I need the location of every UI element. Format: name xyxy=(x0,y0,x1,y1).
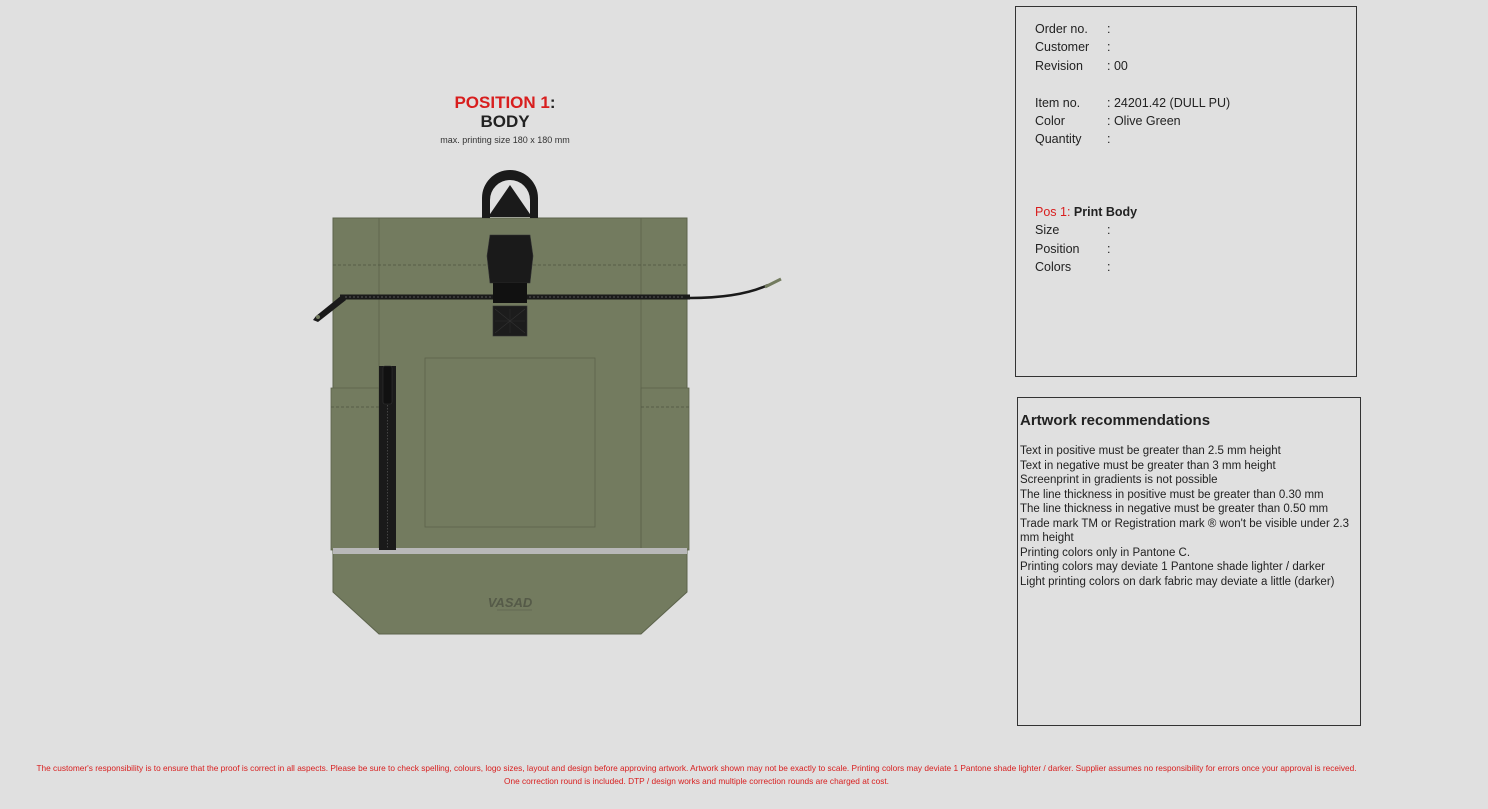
size-label: Size xyxy=(1035,223,1060,237)
order-no-value: : xyxy=(1107,22,1111,36)
side-pocket-left xyxy=(331,388,379,550)
size-value: : xyxy=(1107,223,1111,237)
front-zipper-puller xyxy=(383,366,392,404)
order-no-row xyxy=(1035,21,1110,37)
artwork-item: Text in positive must be greater than 2.5 mm height xyxy=(1020,445,1281,457)
pos-heading-text: Print Body xyxy=(1073,205,1138,219)
pos-heading-red: Pos 1: xyxy=(1035,205,1071,219)
color-value: : Olive Green xyxy=(1107,114,1181,128)
artwork-item: Printing colors may deviate 1 Pantone shade lighter / darker xyxy=(1020,561,1325,573)
buckle xyxy=(487,235,533,283)
item-no-label: Item no. xyxy=(1035,96,1081,110)
drawcord xyxy=(690,285,768,298)
bag-illustration xyxy=(300,165,800,645)
artwork-item: The line thickness in negative must be greater than 0.50 mm xyxy=(1020,503,1329,515)
artwork-item: Printing colors only in Pantone C. xyxy=(1020,546,1191,559)
position-part: BODY xyxy=(480,112,530,131)
item-no-row xyxy=(1035,95,1230,111)
colors-value: : xyxy=(1107,260,1111,274)
quantity-label: Quantity xyxy=(1035,132,1082,146)
disclaimer-line-1: The customer's responsibility is to ensure that the proof is correct in all aspects. Please be sure to check spelling, colours, logo sizes, layout and design before approving artwork. Artwork shown may not be exactly to scale. Printing colors may deviate 1 Pantone shade lighter / darker. Supplier assumes no responsibility for errors once your approval is received. xyxy=(36,763,1357,773)
customer-value: : xyxy=(1107,40,1111,54)
size-row xyxy=(1035,222,1110,238)
item-no-value: : 24201.42 (DULL PU) xyxy=(1107,96,1231,110)
position-value: : xyxy=(1107,242,1111,256)
artwork-recommendations-box xyxy=(1017,397,1361,726)
disclaimer xyxy=(0,762,1393,788)
artwork-item: Trade mark TM or Registration mark ® won't be visible under 2.3 mm height xyxy=(1020,517,1349,544)
colors-row xyxy=(1035,259,1110,275)
position-label: Position xyxy=(1035,242,1080,256)
position-title xyxy=(405,93,605,131)
customer-label: Customer xyxy=(1035,40,1090,54)
max-printing-size: max. printing size 180 x 180 mm xyxy=(440,135,570,145)
pos-heading xyxy=(1035,204,1137,220)
position-title-colon: : xyxy=(549,93,556,112)
position-title-prefix: POSITION 1 xyxy=(454,93,550,112)
brand-logo: VASAD xyxy=(487,595,533,610)
revision-value: : 00 xyxy=(1107,59,1128,73)
order-no-label: Order no. xyxy=(1035,22,1088,36)
quantity-value: : xyxy=(1107,132,1111,146)
side-pocket-right xyxy=(641,388,689,550)
artwork-item: The line thickness in positive must be greater than 0.30 mm xyxy=(1020,488,1324,501)
quantity-row xyxy=(1035,131,1110,147)
artwork-item: Text in negative must be greater than 3 mm height xyxy=(1020,459,1276,472)
revision-row xyxy=(1035,58,1128,74)
colors-label: Colors xyxy=(1035,260,1072,274)
color-row xyxy=(1035,113,1181,129)
order-info-box xyxy=(1015,6,1357,377)
position-row xyxy=(1035,241,1110,257)
customer-row xyxy=(1035,39,1110,55)
artwork-title: Artwork recommendations xyxy=(1020,412,1211,429)
disclaimer-line-2: One correction round is included. DTP / design works and multiple correction rounds are charged at cost. xyxy=(504,776,889,786)
revision-label: Revision xyxy=(1035,59,1083,73)
artwork-list xyxy=(1020,444,1360,589)
artwork-item: Screenprint in gradients is not possible xyxy=(1020,474,1218,486)
color-label: Color xyxy=(1035,114,1065,128)
artwork-item: Light printing colors on dark fabric may deviate a little (darker) xyxy=(1020,575,1335,588)
